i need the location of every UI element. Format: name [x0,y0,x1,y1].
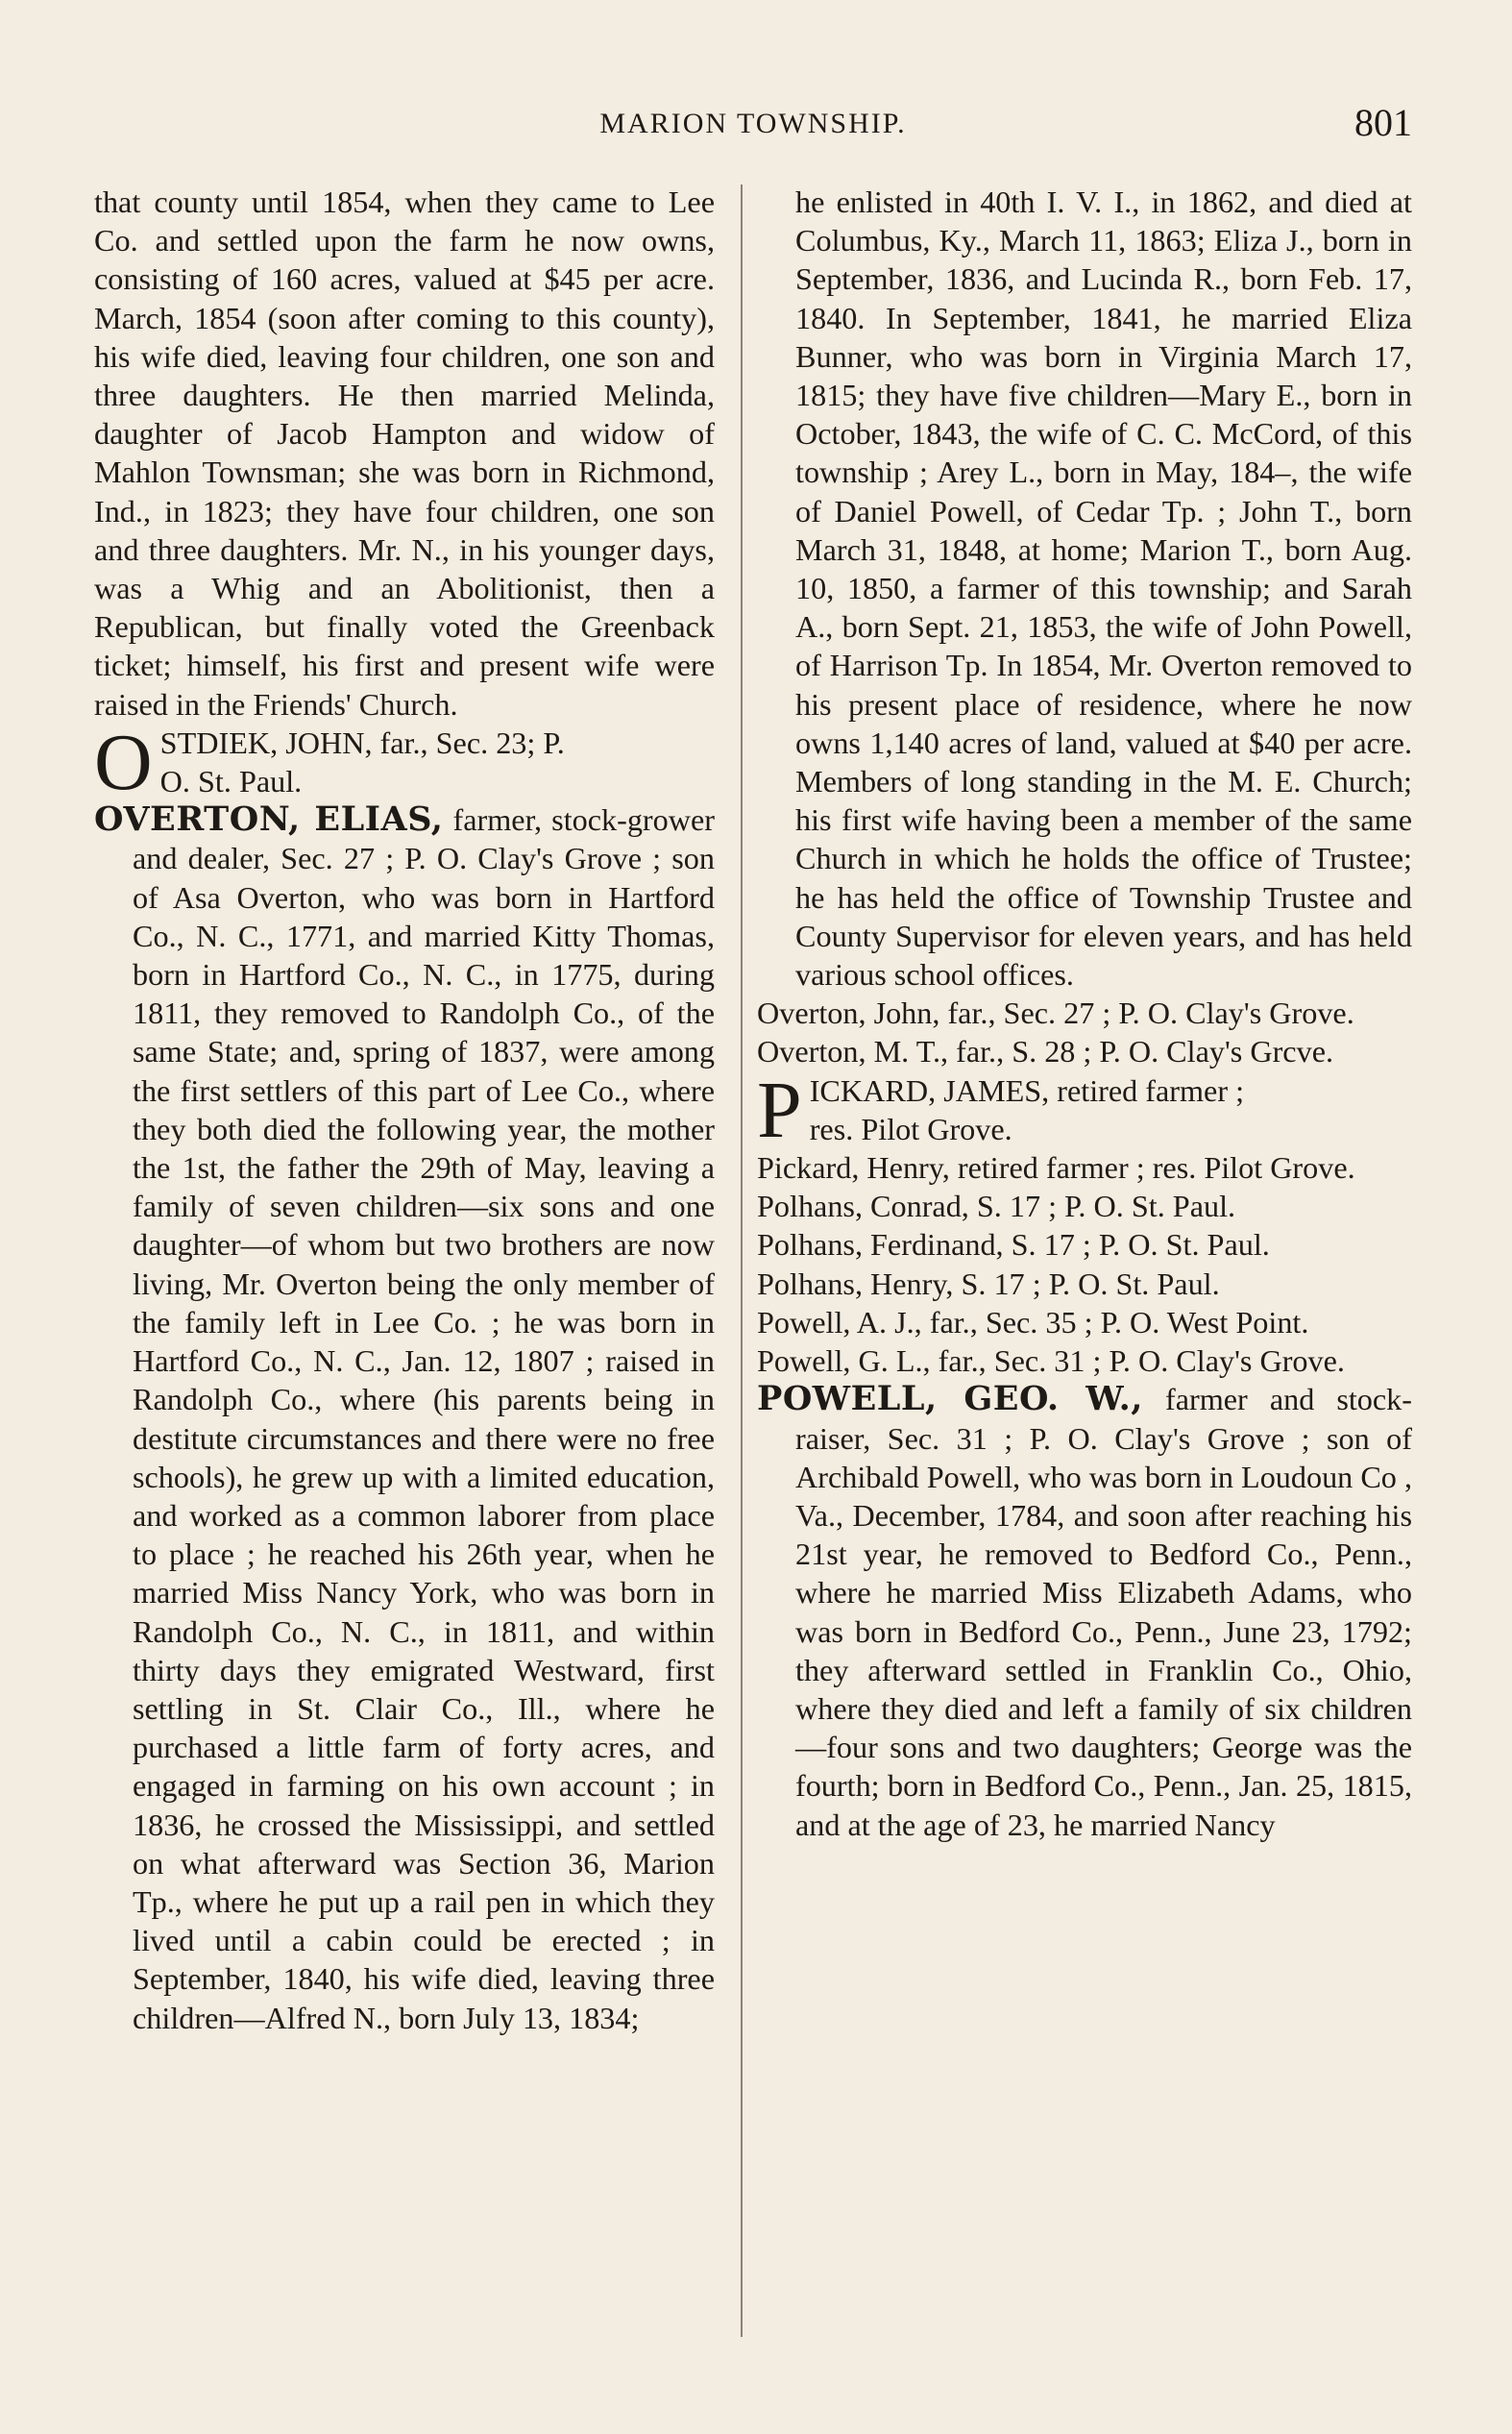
nelson-entry-continuation: that county until 1854, when they came to Lee Co. and settled upon the farm he now owns, consisting of 160 acres, valued at $45 per acre. March, 1854 (soon after coming to this county), his wife died, leaving four children, one son and three daughters. He then married Melinda, daughter of Jacob Hampton and widow of Mahlon Townsman; she was born in Richmond, Ind., in 1823; they have four children, one son and three daughters. Mr. N., in his younger days, was a Whig and an Abolitionist, then a Republican, but finally voted the Greenback ticket; himself, his first and present wife were raised in the Friends' Church. [94,184,715,722]
overton-elias-name: OVERTON, ELIAS, [94,799,444,840]
polhans-ferdinand-entry: Polhans, Ferdinand, S. 17 ; P. O. St. Paul. [757,1227,1270,1263]
ostdiek-line-1: STDIEK, JOHN, far., Sec. 23; P. [159,725,565,760]
drop-cap-p: P [757,1070,802,1149]
polhans-henry-entry: Polhans, Henry, S. 17 ; P. O. St. Paul. [757,1266,1220,1301]
ostdiek-line-2: O. St. Paul. [159,764,303,799]
polhans-conrad-entry: Polhans, Conrad, S. 17 ; P. O. St. Paul. [757,1189,1236,1224]
powell-gw-entry [757,1380,1412,1843]
ostdiek-entry [94,724,715,800]
column-divider [741,184,743,2337]
left-column [94,183,715,2037]
overton-elias-continuation: he enlisted in 40th I. V. I., in 1862, and died at Columbus, Ky., March 11, 1863; Eliza J., born in September, 1836, and Lucinda R., born Feb. 17, 1840. In September, 1841, he married Eliza Bunner, who was born in Virginia March 17, 1815; they have five children—Mary E., born in October, 1843, the wife of C. C. McCord, of this township ; Arey L., born in May, 184–, the wife of Daniel Powell, of Cedar Tp. ; John T., born March 31, 1848, at home; Marion T., born Aug. 10, 1850, a farmer of this township; and Sarah A., born Sept. 21, 1853, the wife of John Powell, of Harrison Tp. In 1854, Mr. Overton removed to his present place of residence, where he now owns 1,140 acres of land, valued at $40 per acre. Members of long standing in the M. E. Church; his first wife having been a member of the same Church in which he holds the office of Trustee; he has held the office of Township Trustee and County Supervisor for eleven years, and has held various school offices. [795,184,1412,993]
pickard-line-2: res. Pilot Grove. [809,1111,1012,1146]
powell-aj-entry: Powell, A. J., far., Sec. 35 ; P. O. West Point. [757,1304,1309,1340]
powell-gw-name: POWELL, GEO. W., [757,1379,1143,1419]
powell-gl-entry: Powell, G. L., far., Sec. 31 ; P. O. Clay's Grove. [757,1343,1345,1379]
running-title: MARION TOWNSHIP. [599,108,907,139]
overton-john-entry: Overton, John, far., Sec. 27 ; P. O. Clay's Grove. [757,996,1354,1031]
pickard-henry-entry: Pickard, Henry, retired farmer ; res. Pilot Grove. [757,1150,1355,1186]
powell-gw-text: farmer and stock-raiser, Sec. 31 ; P. O. Clay's Grove ; son of Archibald Powell, who was born in Loudoun Co , Va., December, 1784, and soon after reaching his 21st year, he removed to Bedford Co., Penn., where he married Miss Elizabeth Adams, who was born in Bedford Co., Penn., June 23, 1792; they afterward settled in Franklin Co., Ohio, where they died and left a family of six children—four sons and two daughters; George was the fourth; born in Bedford Co., Penn., Jan. 25, 1815, and at the age of 23, he married Nancy [795,1382,1412,1842]
drop-cap-o: O [94,723,153,801]
overton-elias-entry [94,800,715,2037]
right-column [757,183,1412,1844]
page-header [94,100,1412,154]
page-number: 801 [1354,101,1412,144]
pickard-line-1: ICKARD, JAMES, retired farmer ; [809,1072,1245,1108]
pickard-james-entry [757,1071,1412,1148]
overton-mt-entry: Overton, M. T., far., S. 28 ; P. O. Clay's Grcve. [757,1034,1334,1069]
overton-elias-text: farmer, stock-grower and dealer, Sec. 27 ; P. O. Clay's Grove ; son of Asa Overton, who was born in Hartford Co., N. C., 1771, and married Kitty Thomas, born in Hartford Co., N. C., in 1775, during 1811, they removed to Randolph Co., of the same State; and, spring of 1837, were among the first settlers of this part of Lee Co., where they both died the following year, the mother the 1st, the father the 29th of May, leaving a family of seven children—six sons and one daughter—of whom but two brothers are now living, Mr. Overton being the only member of the family left in Lee Co. ; he was born in Hartford Co., N. C., Jan. 12, 1807 ; raised in Randolph Co., where (his parents being in destitute circumstances and there were no free schools), he grew up with a limited education, and worked as a common laborer from place to place ; he reached his 26th year, when he married Miss Nancy York, who was born in Randolph Co., N. C., in 1811, and within thirty days they emigrated Westward, first settling in St. Clair Co., Ill., where he purchased a little farm of forty acres, and engaged in farming on his own account ; in 1836, he crossed the Mississippi, and settled on what afterward was Section 36, Marion Tp., where he put up a rail pen in which they lived until a cabin could be erected ; in September, 1840, his wife died, leaving three children—Alfred N., born July 13, 1834; [133,802,715,2035]
